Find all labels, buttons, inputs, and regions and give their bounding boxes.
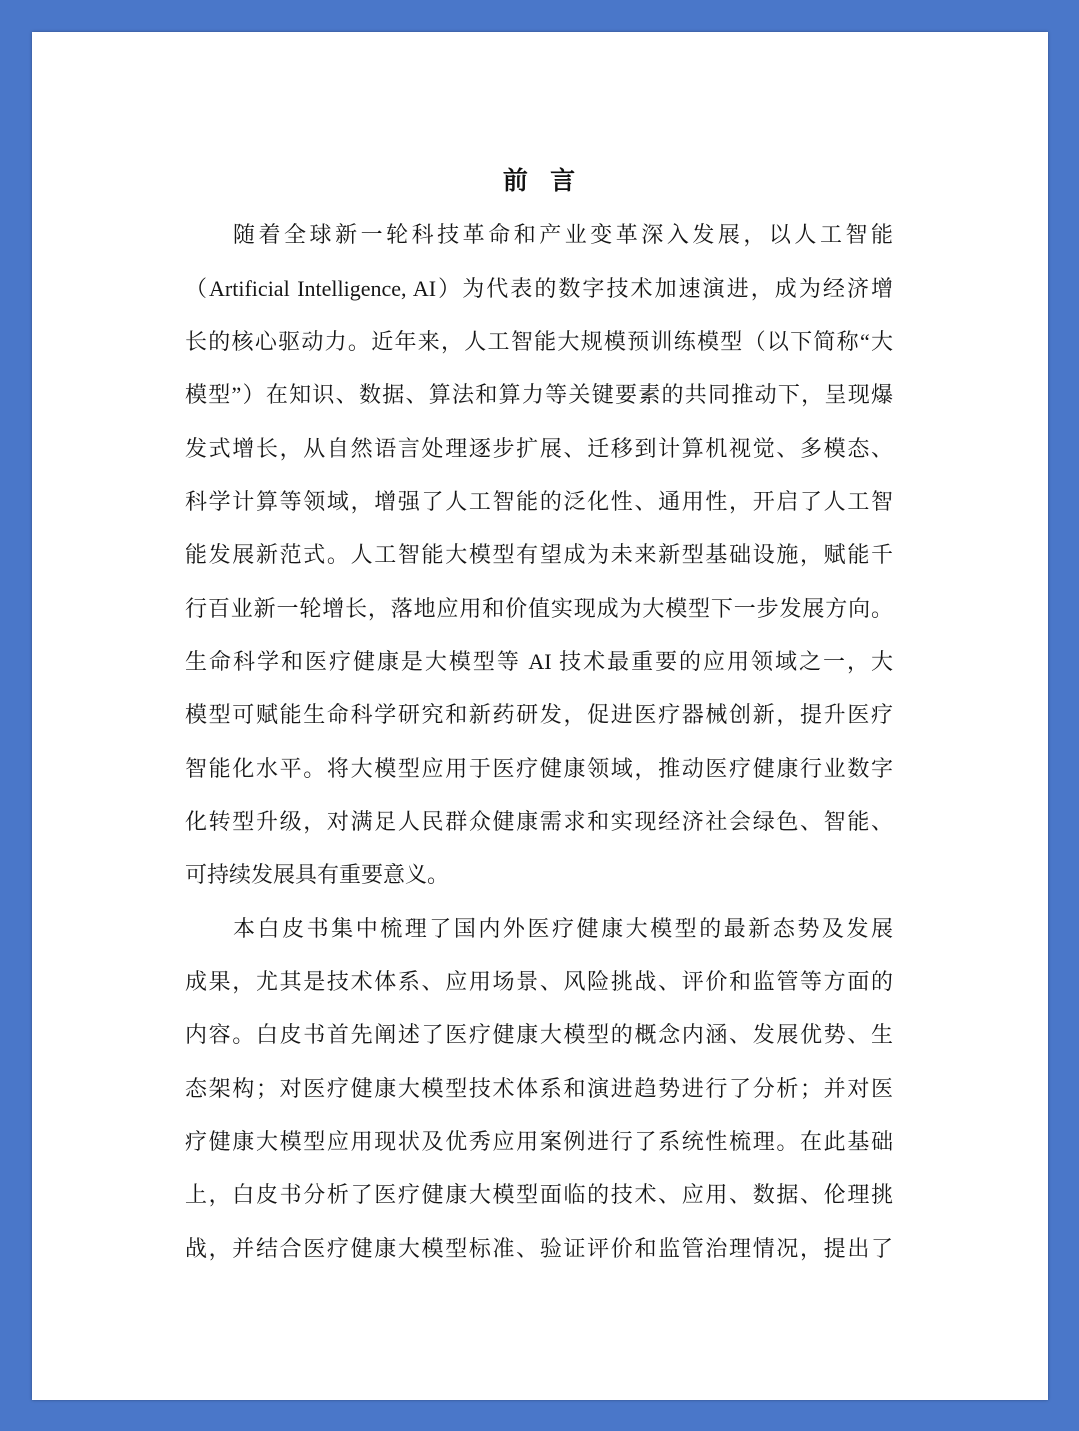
document-page (32, 32, 1048, 1400)
text-line: 态架构；对医疗健康大模型技术体系和演进趋势进行了分析；并对医 (185, 1075, 893, 1101)
document-content (185, 155, 893, 1275)
paragraph-2 (185, 902, 893, 1275)
text-line: 智能化水平。将大模型应用于医疗健康领域，推动医疗健康行业数字 (185, 755, 893, 781)
text-line: 本白皮书集中梳理了国内外医疗健康大模型的最新态势及发展 (233, 915, 893, 941)
text-line: 疗健康大模型应用现状及优秀应用案例进行了系统性梳理。在此基础 (185, 1128, 893, 1154)
text-line: 模型”）在知识、数据、算法和算力等关键要素的共同推动下，呈现爆 (185, 382, 893, 408)
text-line: 化转型升级，对满足人民群众健康需求和实现经济社会绿色、智能、 (185, 808, 893, 834)
text-line: 发式增长，从自然语言处理逐步扩展、迁移到计算机视觉、多模态、 (185, 435, 893, 461)
text-line: 上，白皮书分析了医疗健康大模型面临的技术、应用、数据、伦理挑 (185, 1182, 893, 1208)
text-line: 科学计算等领域，增强了人工智能的泛化性、通用性，开启了人工智 (185, 488, 893, 514)
text-line: 能发展新范式。人工智能大模型有望成为未来新型基础设施，赋能千 (185, 542, 893, 568)
page-title: 前 言 (502, 168, 576, 195)
text-line: 战，并结合医疗健康大模型标准、验证评价和监管治理情况，提出了 (185, 1235, 893, 1261)
text-line: 模型可赋能生命科学研究和新药研发，促进医疗器械创新，提升医疗 (185, 702, 893, 728)
text-line: 生命科学和医疗健康是大模型等 AI 技术最重要的应用领域之一，大 (185, 648, 893, 674)
text-line: 行百业新一轮增长，落地应用和价值实现成为大模型下一步发展方向。 (185, 595, 893, 621)
text-line: 可持续发展具有重要意义。 (185, 862, 450, 888)
text-line: 成果，尤其是技术体系、应用场景、风险挑战、评价和监管等方面的 (185, 968, 893, 994)
text-line: 随着全球新一轮科技革命和产业变革深入发展，以人工智能 (233, 222, 893, 248)
text-line: 长的核心驱动力。近年来，人工智能大规模预训练模型（以下简称“大 (185, 328, 893, 354)
text-line: 内容。白皮书首先阐述了医疗健康大模型的概念内涵、发展优势、生 (185, 1022, 893, 1048)
text-line: （Artificial Intelligence, AI）为代表的数字技术加速演进，成为经济增 (185, 275, 893, 301)
paragraph-1 (185, 208, 893, 901)
